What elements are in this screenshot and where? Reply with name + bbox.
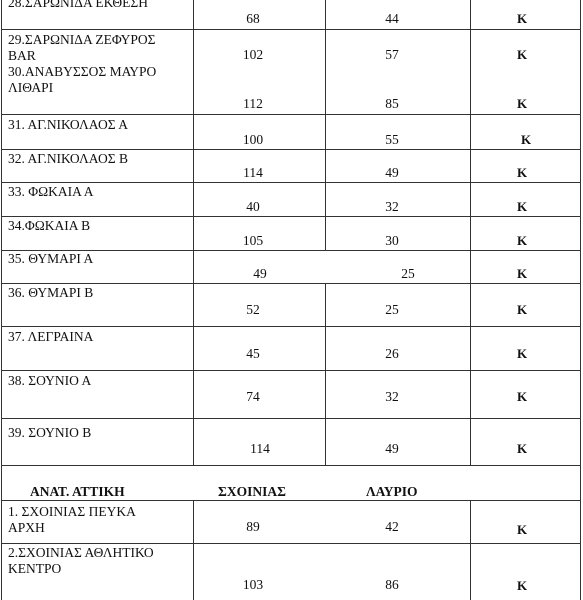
table-cell-value-1: 114 [243, 165, 263, 180]
table-col-divider-3 [470, 0, 471, 465]
table-cell-value-1: 52 [246, 302, 260, 317]
table-col-divider-1-lower [193, 500, 194, 600]
table-cell-mark: Κ [516, 302, 528, 317]
row-border [1, 29, 581, 30]
table-cell-mark: Κ [516, 165, 528, 180]
table-cell-value-1: 89 [246, 519, 260, 534]
table-border-left [1, 0, 2, 600]
table-cell-value-2: 85 [385, 96, 399, 111]
table-cell-value-1: 105 [242, 233, 264, 248]
table-cell-value-2: 44 [385, 11, 399, 26]
table-row-name-line1: 30.ΑΝΑΒΥΣΣΟΣ ΜΑΥΡΟ [8, 64, 157, 79]
table-row-name: 38. ΣΟΥΝΙΟ Α [8, 373, 92, 388]
table-cell-value-2: 42 [385, 519, 399, 534]
row-border [1, 418, 581, 419]
table-cell-value-2: 25 [401, 266, 415, 281]
table-row-name-line1: 1. ΣΧΟΙΝΙΑΣ ΠΕΥΚΑ [8, 504, 136, 519]
table-col-divider-2 [325, 0, 326, 250]
table-cell-mark: Κ [516, 346, 528, 361]
table-col-divider-2b [325, 283, 326, 465]
table-cell-value-1: 49 [253, 266, 267, 281]
table-cell-mark: Κ [516, 11, 528, 26]
section-header-area: ΑΝΑΤ. ΑΤΤΙΚΗ [30, 484, 125, 499]
table-cell-value-1: 114 [250, 441, 270, 456]
row-border [1, 326, 581, 327]
table-cell-mark: Κ [516, 578, 528, 593]
table-cell-mark: Κ [516, 47, 528, 62]
row-border [1, 216, 581, 217]
table-cell-value-2: 26 [385, 346, 399, 361]
table-cell-value-2: 49 [385, 441, 399, 456]
row-border [1, 182, 581, 183]
table-cell-mark: Κ [516, 266, 528, 281]
table-row-name-line2: BAR [8, 48, 36, 63]
table-cell-mark: Κ [520, 132, 532, 147]
table-cell-value-1: 112 [243, 96, 263, 111]
table-cell-value-1: 103 [242, 577, 264, 592]
table-cell-value-2: 32 [385, 389, 399, 404]
table-row-name: 28.ΣΑΡΩΝΙΔΑ ΕΚΘΕΣΗ [8, 0, 148, 10]
table-row-name: 33. ΦΩΚΑΙΑ Α [8, 184, 94, 199]
table-col-divider-1 [193, 0, 194, 465]
table-border-right [580, 0, 581, 600]
table-cell-value-2: 49 [385, 165, 399, 180]
table-cell-mark: Κ [516, 233, 528, 248]
table-cell-mark: Κ [516, 441, 528, 456]
table-row-name-line1: 29.ΣΑΡΩΝΙΔΑ ΖΕΦΥΡΟΣ [8, 32, 156, 47]
table-row-name: 32. ΑΓ.ΝΙΚΟΛΑΟΣ Β [8, 151, 128, 166]
row-border [1, 149, 581, 150]
table-cell-value-2: 25 [385, 302, 399, 317]
table-cell-value-1: 45 [246, 346, 260, 361]
row-border [1, 465, 581, 466]
table-cell-value-2: 57 [385, 47, 399, 62]
row-border [1, 543, 581, 544]
table-cell-value-1: 102 [242, 47, 264, 62]
table-row-name: 36. ΘΥΜΑΡΙ Β [8, 285, 94, 300]
table-row-name: 37. ΛΕΓΡΑΙΝΑ [8, 329, 94, 344]
table-cell-value-2: 86 [385, 577, 399, 592]
table-cell-mark: Κ [516, 389, 528, 404]
table-row-name: 39. ΣΟΥΝΙΟ Β [8, 425, 92, 440]
table-cell-value-2: 30 [385, 233, 399, 248]
table-cell-value-1: 74 [246, 389, 260, 404]
table-row-name: 34.ΦΩΚΑΙΑ Β [8, 218, 91, 233]
table-cell-value-1: 40 [246, 199, 260, 214]
row-border [1, 370, 581, 371]
table-cell-mark: Κ [516, 522, 528, 537]
table-row-name-line2: ΑΡΧΗ [8, 520, 45, 535]
section-header-col2: ΛΑΥΡΙΟ [366, 484, 418, 499]
table-cell-value-1: 100 [242, 132, 264, 147]
section-header-col1: ΣΧΟΙΝΙΑΣ [218, 484, 286, 499]
table-cell-value-2: 55 [385, 132, 399, 147]
row-border [1, 114, 581, 115]
table-row-name: 35. ΘΥΜΑΡΙ Α [8, 251, 94, 266]
table-row-name-line2: ΚΕΝΤΡΟ [8, 561, 62, 576]
table-cell-mark: Κ [516, 199, 528, 214]
table-row-name-line1: 2.ΣΧΟΙΝΙΑΣ ΑΘΛΗΤΙΚΟ [8, 545, 154, 560]
table-cell-mark: Κ [516, 96, 528, 111]
row-border [1, 283, 581, 284]
table-cell-value-1: 68 [246, 11, 260, 26]
table-row-name-line2: ΛΙΘΑΡΙ [8, 80, 54, 95]
table-col-divider-3-lower [470, 500, 471, 600]
table-cell-value-2: 32 [385, 199, 399, 214]
table-row-name: 31. ΑΓ.ΝΙΚΟΛΑΟΣ Α [8, 117, 128, 132]
row-border [1, 500, 581, 501]
